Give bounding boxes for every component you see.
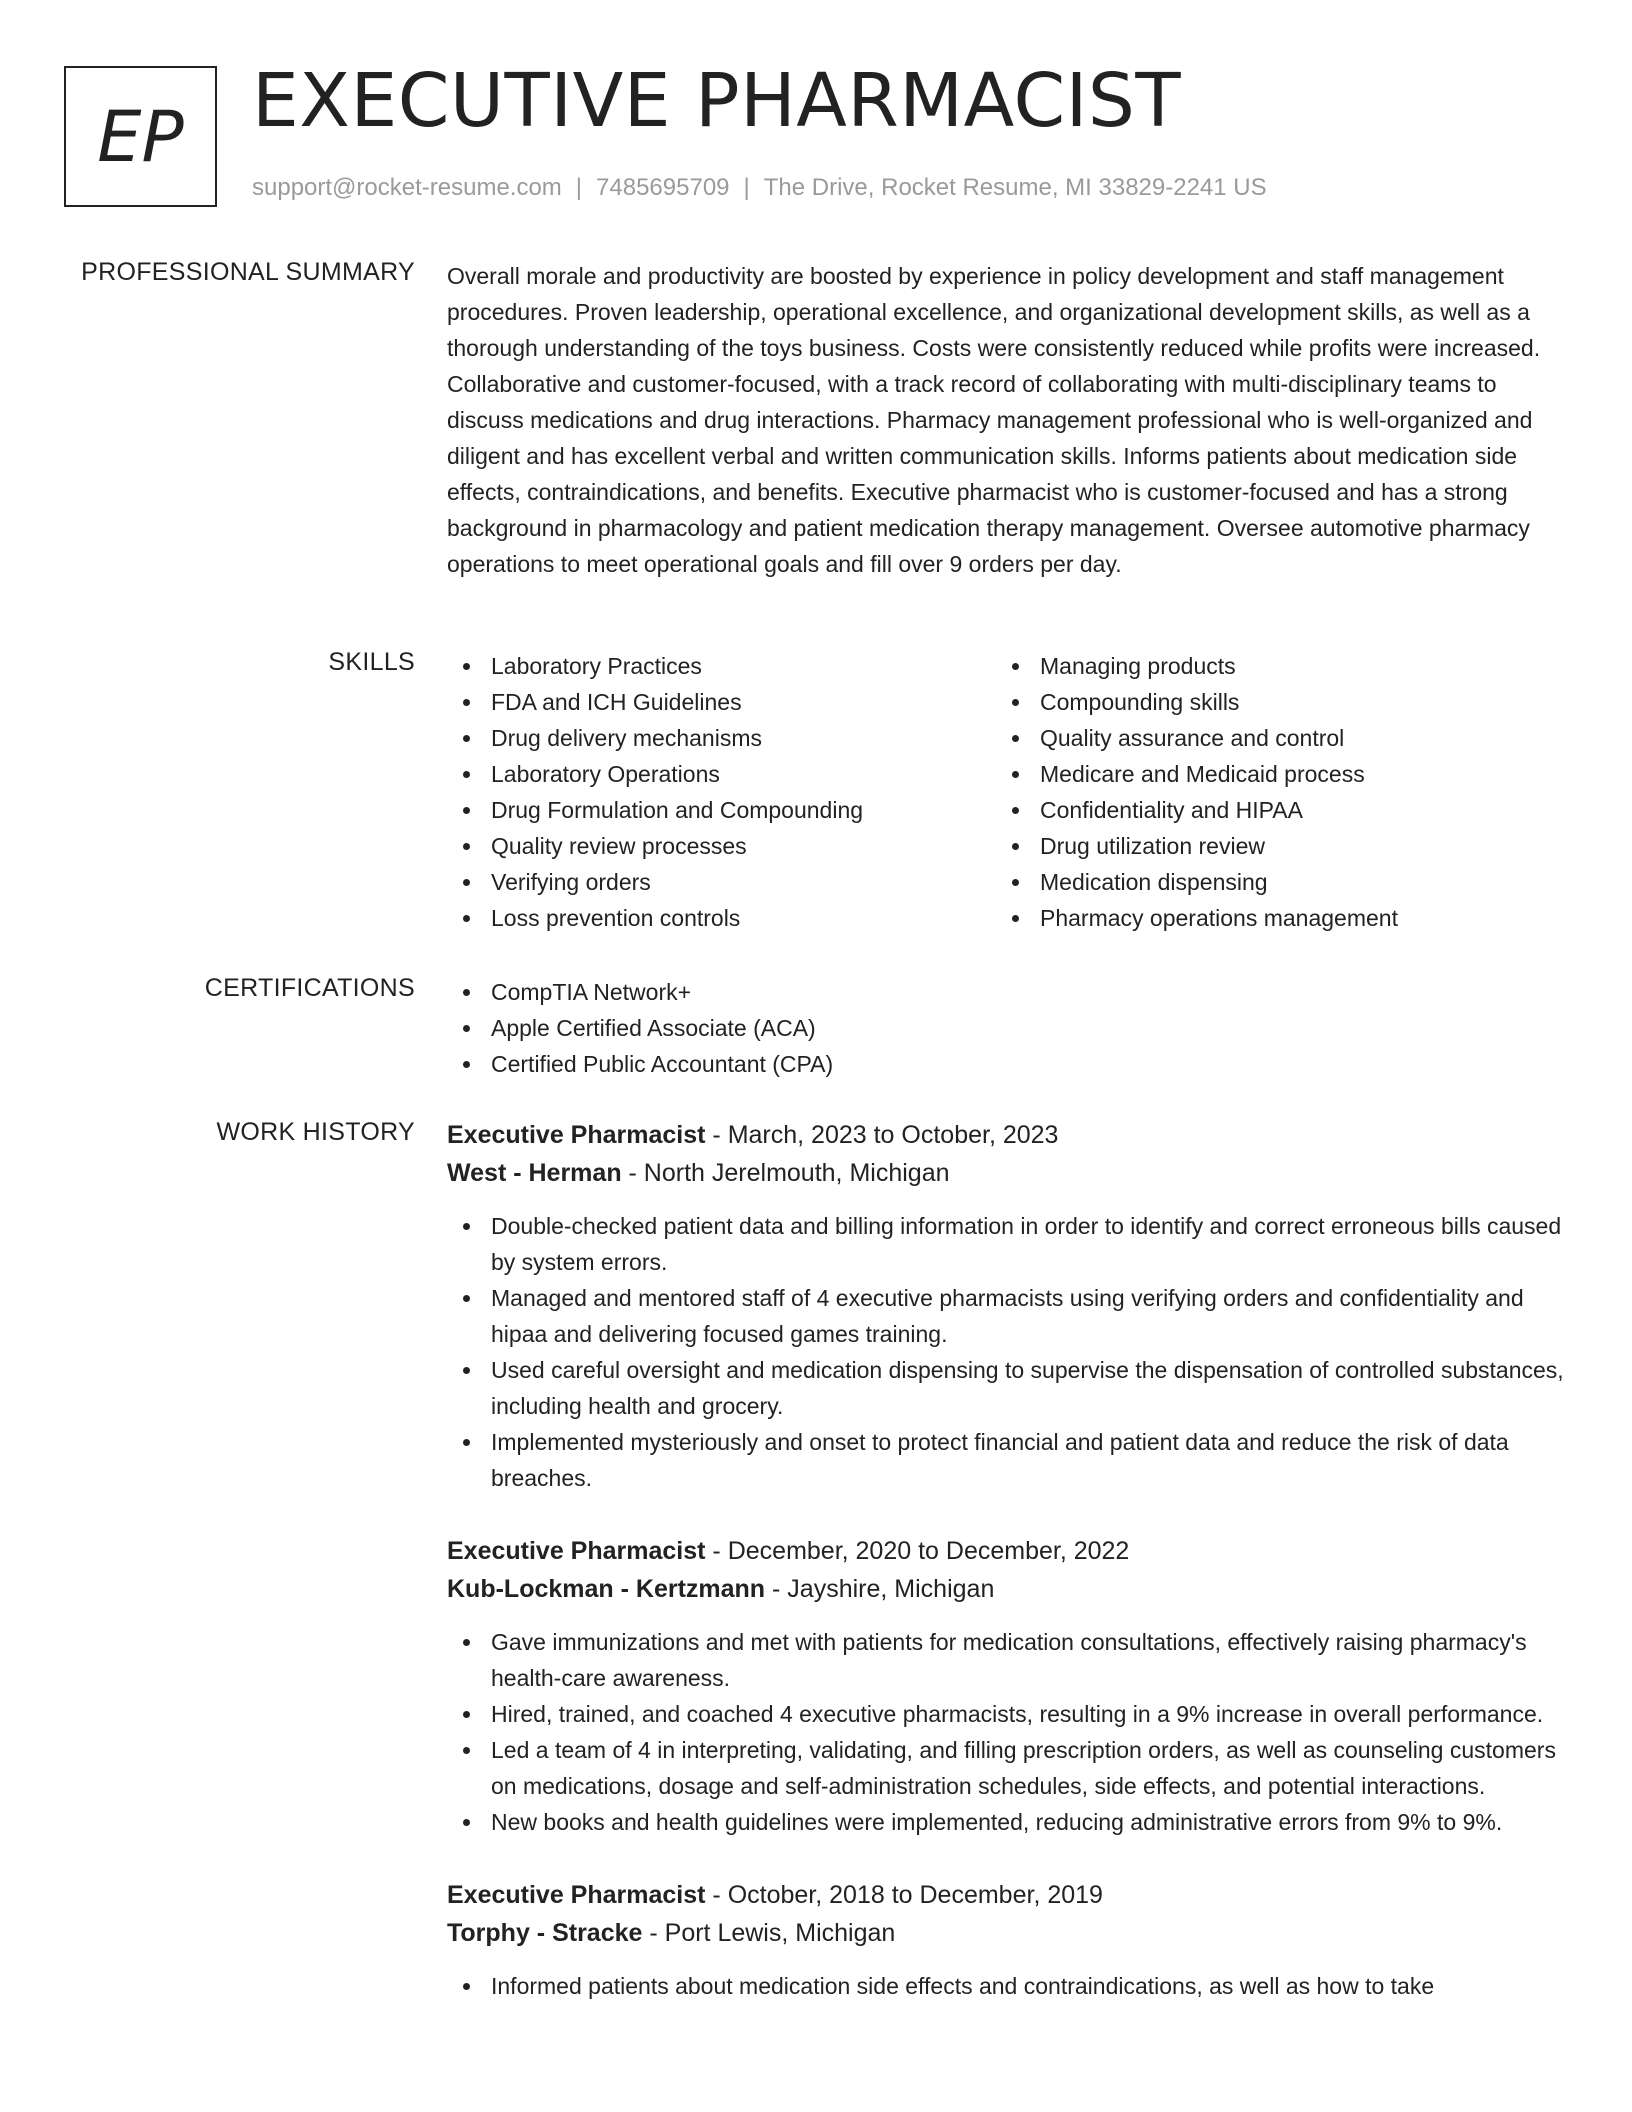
job-bullet: Hired, trained, and coached 4 executive pharmacists, resulting in a 9% increase in overall performance. xyxy=(447,1696,1567,1732)
skill-item: Medication dispensing xyxy=(996,864,1545,900)
certification-item: Apple Certified Associate (ACA) xyxy=(447,1010,1567,1046)
skill-item: Laboratory Practices xyxy=(447,648,996,684)
job-bullet: Implemented mysteriously and onset to protect financial and patient data and reduce the risk of data breaches. xyxy=(447,1424,1567,1496)
skill-item: Quality assurance and control xyxy=(996,720,1545,756)
skill-item: Drug utilization review xyxy=(996,828,1545,864)
job-bullet: Managed and mentored staff of 4 executive pharmacists using verifying orders and confidentiality and hipaa and delivering focused games training. xyxy=(447,1280,1567,1352)
job-title-line xyxy=(447,1116,1567,1154)
job-bullet: Used careful oversight and medication dispensing to supervise the dispensation of controlled substances, including health and grocery. xyxy=(447,1352,1567,1424)
job-dates: - March, 2023 to October, 2023 xyxy=(705,1121,1059,1149)
separator: | xyxy=(575,174,583,201)
job-bullet: Gave immunizations and met with patients for medication consultations, effectively raising pharmacy's health-care awareness. xyxy=(447,1624,1567,1696)
job-company-line xyxy=(447,1914,1567,1952)
job-bullets xyxy=(447,1968,1567,2004)
page-title: EXECUTIVE PHARMACIST xyxy=(252,58,1182,144)
skills-list-right xyxy=(996,648,1545,936)
job-company: Torphy - Stracke xyxy=(447,1919,643,1947)
job-dates: - December, 2020 to December, 2022 xyxy=(705,1537,1130,1565)
contact-line xyxy=(252,174,1267,202)
job-company: Kub-Lockman - Kertzmann xyxy=(447,1575,766,1603)
job-entry xyxy=(447,1532,1567,1840)
skill-item: FDA and ICH Guidelines xyxy=(447,684,996,720)
job-company: West - Herman xyxy=(447,1159,622,1187)
job-dates: - October, 2018 to December, 2019 xyxy=(705,1881,1103,1909)
skill-item: Medicare and Medicaid process xyxy=(996,756,1545,792)
summary-text: Overall morale and productivity are boosted by experience in policy development and staff management procedures. Proven leadership, operational excellence, and organizational development skills, as well as a thorough understanding of the toys business. Costs were consistently reduced while profits were increased. Collaborative and customer-focused, with a track record of collaborating with multi-disciplinary teams to discuss medications and drug interactions. Pharmacy management professional who is well-organized and diligent and has excellent verbal and written communication skills. Informs patients about medication side effects, contraindications, and benefits. Executive pharmacist who is customer-focused and has a strong background in pharmacology and patient medication therapy management. Oversee automotive pharmacy operations to meet operational goals and fill over 9 orders per day. xyxy=(447,263,1541,577)
skill-item: Drug delivery mechanisms xyxy=(447,720,996,756)
skill-item: Compounding skills xyxy=(996,684,1545,720)
job-title-line xyxy=(447,1532,1567,1570)
job-location: - North Jerelmouth, Michigan xyxy=(621,1159,950,1187)
job-title: Executive Pharmacist xyxy=(447,1537,706,1565)
work-history-section xyxy=(447,1116,1567,2040)
job-location: - Port Lewis, Michigan xyxy=(642,1919,896,1947)
job-bullet: Led a team of 4 in interpreting, validating, and filling prescription orders, as well as counseling customers on medications, dosage and self-administration schedules, side effects, and potential interactions. xyxy=(447,1732,1567,1804)
separator: | xyxy=(743,174,750,201)
skill-item: Pharmacy operations management xyxy=(996,900,1545,936)
certifications-list xyxy=(447,974,1567,1082)
skill-item: Confidentiality and HIPAA xyxy=(996,792,1545,828)
job-title: Executive Pharmacist xyxy=(447,1121,706,1149)
summary-section xyxy=(447,258,1567,582)
job-bullets xyxy=(447,1624,1567,1840)
job-bullet: Informed patients about medication side effects and contraindications, as well as how to take xyxy=(447,1968,1567,2004)
skills-section xyxy=(447,648,1567,936)
job-bullet: Double-checked patient data and billing information in order to identify and correct erroneous bills caused by system errors. xyxy=(447,1208,1567,1280)
job-company-line xyxy=(447,1154,1567,1192)
job-company-line xyxy=(447,1570,1567,1608)
certifications-section xyxy=(447,974,1567,1082)
job-location: - Jayshire, Michigan xyxy=(765,1575,995,1603)
section-label-skills: SKILLS xyxy=(328,648,415,676)
skill-item: Verifying orders xyxy=(447,864,996,900)
phone-text: 7485695709 xyxy=(596,174,730,201)
skill-item: Loss prevention controls xyxy=(447,900,996,936)
certification-item: CompTIA Network+ xyxy=(447,974,1567,1010)
job-title-line xyxy=(447,1876,1567,1914)
job-entry xyxy=(447,1116,1567,1496)
skills-list-left xyxy=(447,648,996,936)
certification-item: Certified Public Accountant (CPA) xyxy=(447,1046,1567,1082)
monogram-logo: EP xyxy=(64,66,217,207)
skill-item: Quality review processes xyxy=(447,828,996,864)
section-label-certifications: CERTIFICATIONS xyxy=(204,974,415,1002)
skill-item: Laboratory Operations xyxy=(447,756,996,792)
address-text: The Drive, Rocket Resume, MI 33829-2241 US xyxy=(763,174,1267,201)
job-bullet: New books and health guidelines were implemented, reducing administrative errors from 9% to 9%. xyxy=(447,1804,1567,1840)
job-bullets xyxy=(447,1208,1567,1496)
skill-item: Drug Formulation and Compounding xyxy=(447,792,996,828)
skill-item: Managing products xyxy=(996,648,1545,684)
section-label-work-history: WORK HISTORY xyxy=(216,1118,415,1146)
email-text: support@rocket-resume.com xyxy=(252,174,562,201)
job-title: Executive Pharmacist xyxy=(447,1881,706,1909)
job-entry xyxy=(447,1876,1567,2004)
section-label-summary: PROFESSIONAL SUMMARY xyxy=(81,258,415,286)
